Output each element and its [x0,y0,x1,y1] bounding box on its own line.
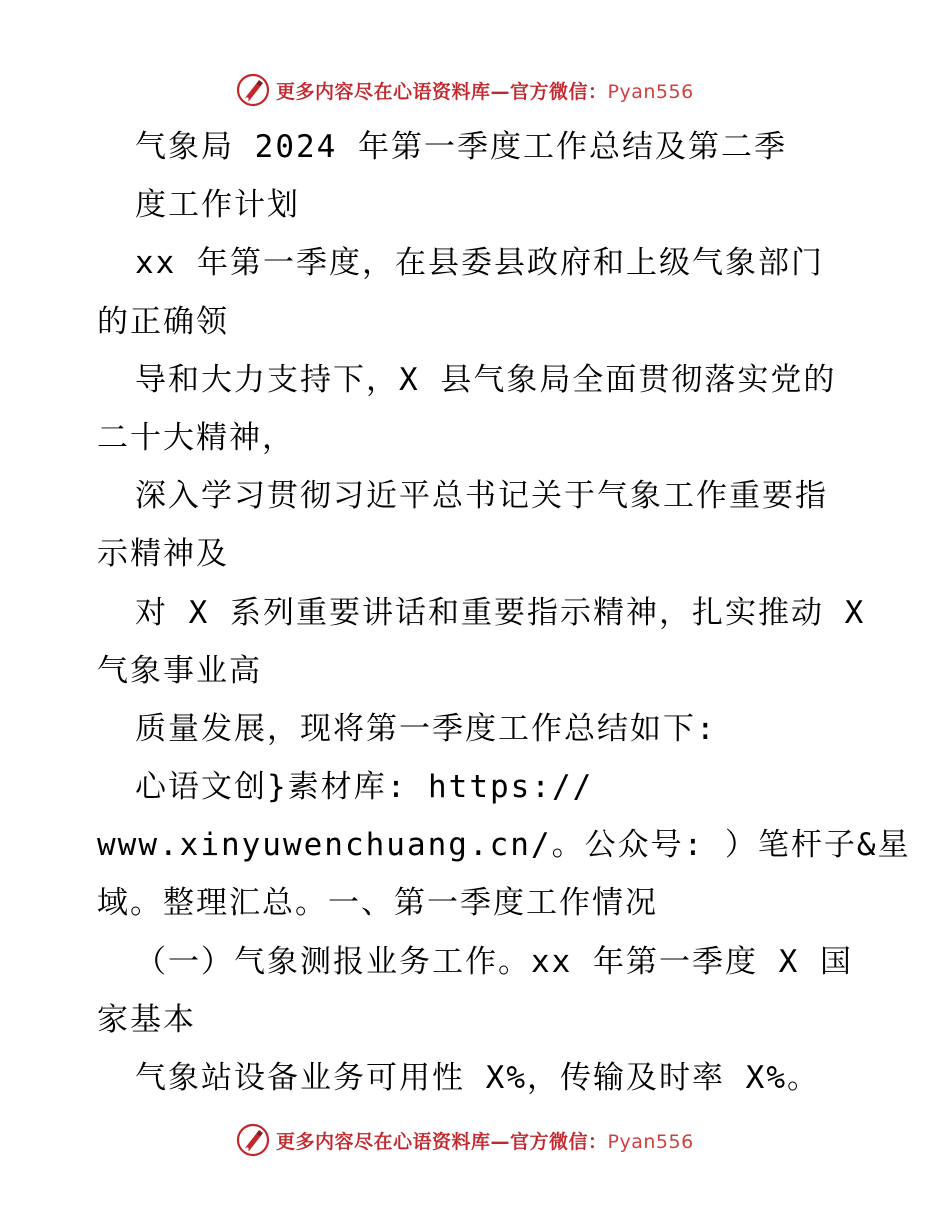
text-line: 气象站设备业务可用性 X%，传输及时率 X%。 [135,1060,820,1096]
header-banner [236,70,694,110]
text-line: 家基本 [97,1001,196,1038]
text-line: 气象事业高 [97,652,262,689]
pen-circle-logo-icon [236,73,270,107]
text-line: 深入学习贯彻习近平总书记关于气象工作重要指 [135,478,828,515]
text-line: 心语文创}素材库: https:// [135,769,594,806]
text-line: 二十大精神， [97,419,295,456]
text-line: （一）气象测报业务工作。xx 年第一季度 X 国 [135,943,853,980]
text-line: 的正确领 [97,303,229,340]
footer-banner [236,1120,694,1160]
banner-label: 更多内容尽在心语资料库—官方微信：Pyan556 [276,80,694,103]
text-line: www.xinyuwenchuang.cn/。公众号: ）笔杆子&星 [97,827,911,864]
pen-circle-logo-icon [236,1123,270,1157]
text-line: xx 年第一季度，在县委县政府和上级气象部门 [135,245,824,282]
text-line: 示精神及 [97,536,229,573]
text-line: 度工作计划 [135,187,300,224]
text-line: 导和大力支持下，X 县气象局全面贯彻落实党的 [135,361,837,398]
banner-account: Pyan556 [607,80,694,103]
text-line: 域。整理汇总。一、第一季度工作情况 [97,885,658,922]
banner-account: Pyan556 [607,1130,694,1153]
document-body [97,118,911,1107]
banner-label: 更多内容尽在心语资料库—官方微信：Pyan556 [276,1130,694,1153]
text-line: 气象局 2024 年第一季度工作总结及第二季 [135,129,787,165]
text-line: 对 X 系列重要讲话和重要指示精神，扎实推动 X [135,594,866,631]
text-line: 质量发展，现将第一季度工作总结如下: [135,710,717,747]
